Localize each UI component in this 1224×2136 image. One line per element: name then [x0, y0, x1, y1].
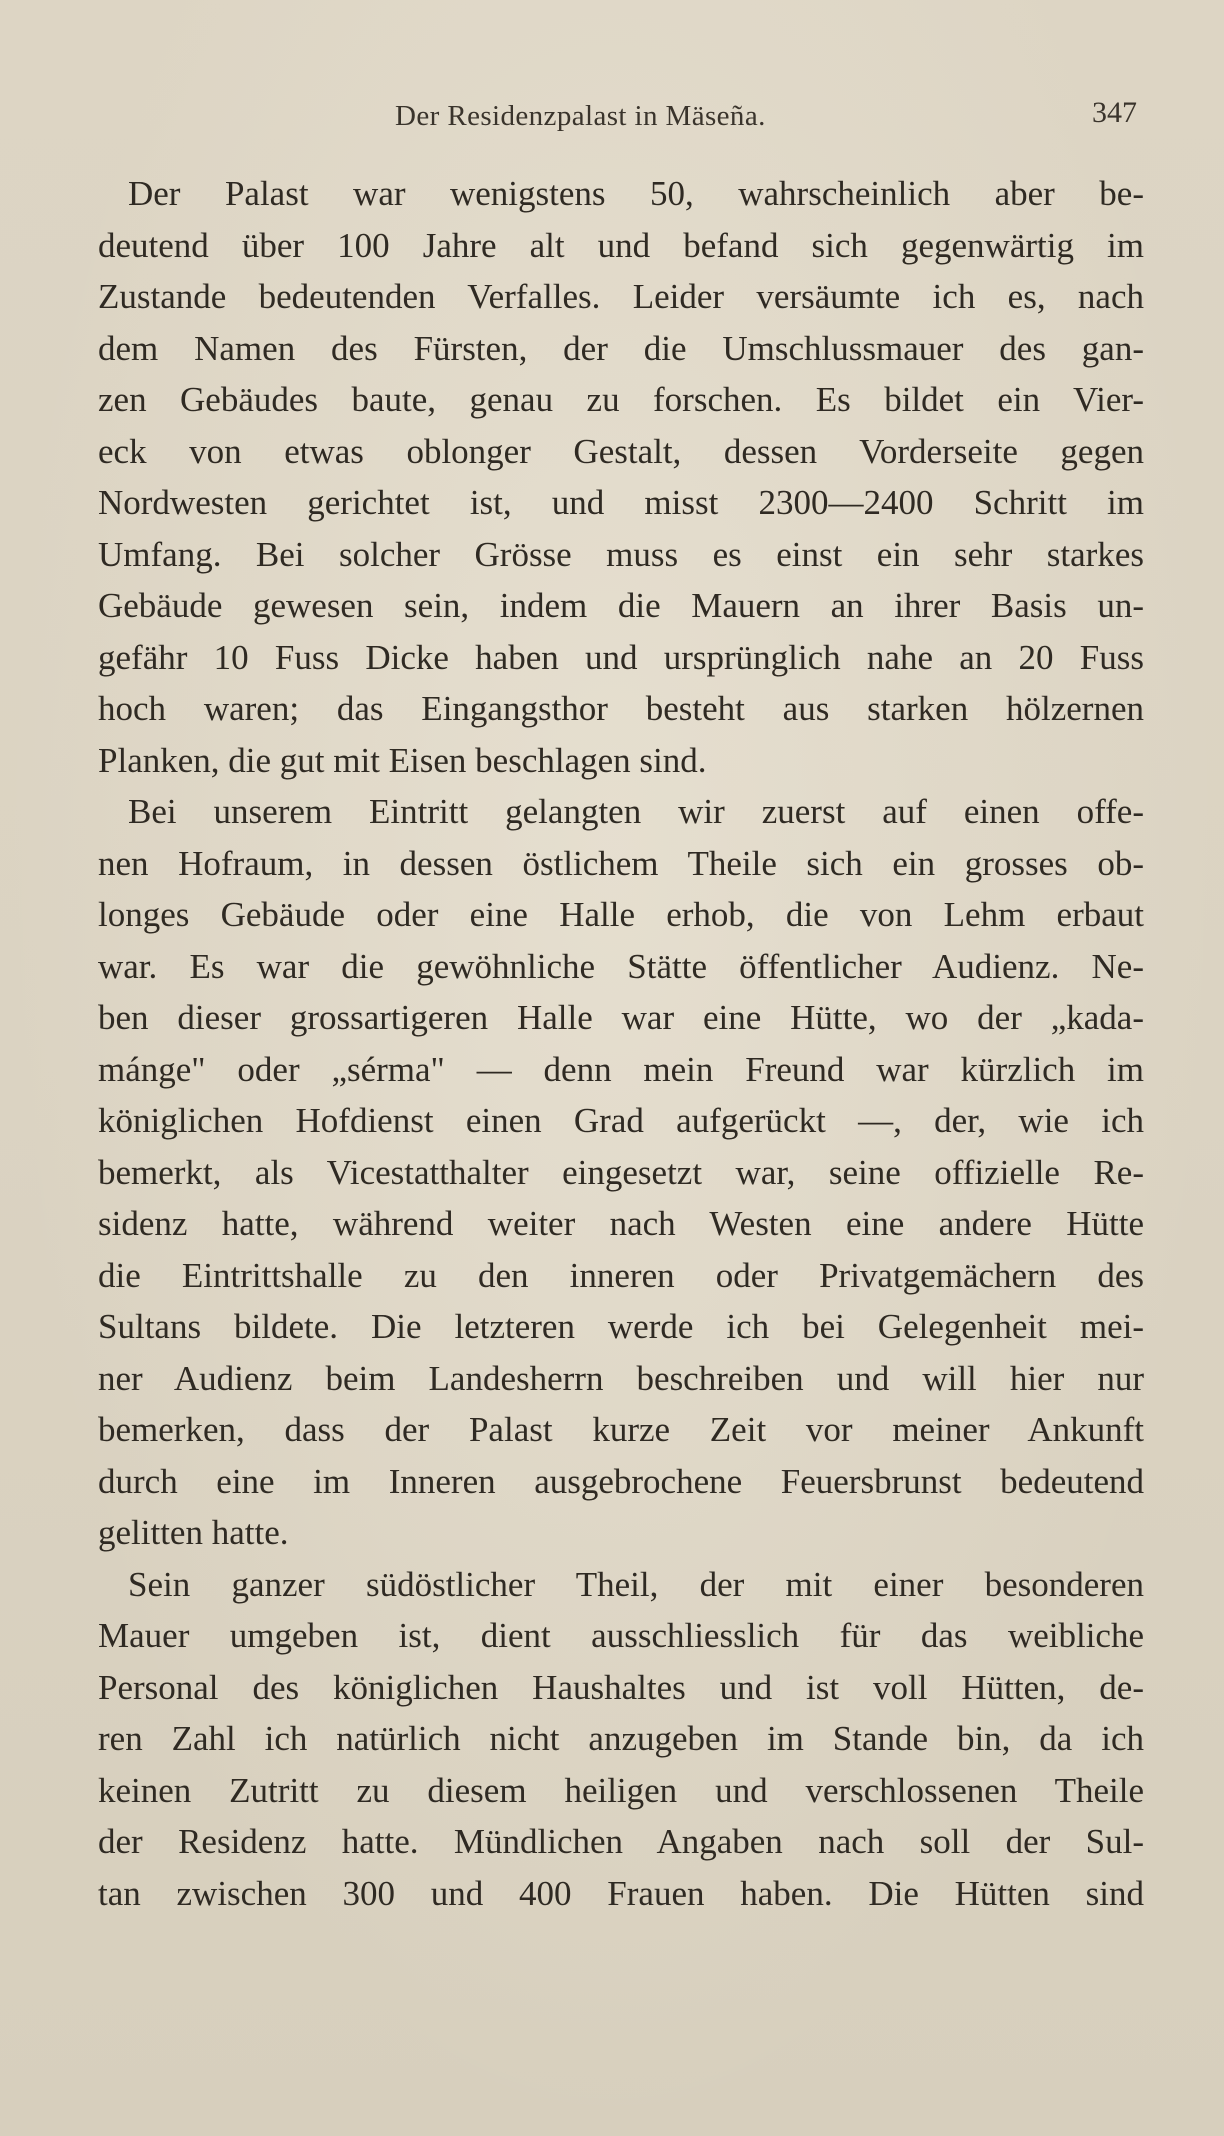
page-number: 347	[1092, 96, 1137, 129]
running-head-title: Der Residenzpalast in Mäseña.	[395, 100, 766, 132]
text-line: Mauer umgeben ist, dient ausschliesslich für das weibliche	[98, 1616, 1144, 1655]
text-line: deutend über 100 Jahre alt und befand sich gegenwärtig im	[98, 225, 1144, 265]
paragraph-3	[98, 1559, 1144, 1920]
text-line: bemerkt, als Vicestatthalter eingesetzt war, seine offizielle Re-	[98, 1152, 1144, 1192]
text-line: gelitten hatte.	[98, 1513, 289, 1552]
text-line: war. Es war die gewöhnliche Stätte öffentlicher Audienz. Ne-	[98, 946, 1144, 986]
text-line: zen Gebäudes baute, genau zu forschen. Es bildet ein Vier-	[98, 380, 1144, 419]
text-line: Umfang. Bei solcher Grösse muss es einst ein sehr starkes	[98, 534, 1144, 574]
text-line: ben dieser grossartigeren Halle war eine Hütte, wo der „kada-	[98, 998, 1144, 1037]
text-line: bemerken, dass der Palast kurze Zeit vor meiner Ankunft	[98, 1410, 1144, 1449]
text-line: Planken, die gut mit Eisen beschlagen sind.	[98, 740, 707, 780]
text-line: eck von etwas oblonger Gestalt, dessen Vorderseite gegen	[98, 431, 1144, 471]
paragraph-1	[98, 168, 1144, 786]
text-line: königlichen Hofdienst einen Grad aufgerückt —, der, wie ich	[98, 1101, 1144, 1140]
text-line: durch eine im Inneren ausgebrochene Feuersbrunst bedeutend	[98, 1461, 1144, 1501]
text-line: gefähr 10 Fuss Dicke haben und ursprünglich nahe an 20 Fuss	[98, 637, 1144, 677]
text-line: tan zwischen 300 und 400 Frauen haben. Die Hütten sind	[98, 1873, 1144, 1913]
text-line: Zustande bedeutenden Verfalles. Leider versäumte ich es, nach	[98, 277, 1144, 316]
text-line: Bei unserem Eintritt gelangten wir zuerst auf einen offe-	[128, 792, 1144, 831]
text-line: hoch waren; das Eingangsthor besteht aus starken hölzernen	[98, 689, 1144, 728]
text-line: Nordwesten gerichtet ist, und misst 2300—2400 Schritt im	[98, 483, 1144, 522]
text-line: dem Namen des Fürsten, der die Umschlussmauer des gan-	[98, 328, 1144, 368]
text-line: keinen Zutritt zu diesem heiligen und verschlossenen Theile	[98, 1770, 1144, 1810]
text-line: sidenz hatte, während weiter nach Westen eine andere Hütte	[98, 1204, 1144, 1243]
text-line: ner Audienz beim Landesherrn beschreiben und will hier nur	[98, 1358, 1144, 1398]
body-text	[98, 168, 1144, 1919]
text-line: die Eintrittshalle zu den inneren oder Privatgemächern des	[98, 1255, 1144, 1295]
text-line: Personal des königlichen Haushaltes und ist voll Hütten, de-	[98, 1667, 1144, 1707]
text-line: longes Gebäude oder eine Halle erhob, die von Lehm erbaut	[98, 895, 1144, 934]
paragraph-2	[98, 786, 1144, 1559]
text-line: der Residenz hatte. Mündlichen Angaben nach soll der Sul-	[98, 1822, 1144, 1861]
text-line: Sein ganzer südöstlicher Theil, der mit einer besonderen	[128, 1564, 1144, 1604]
text-line: ren Zahl ich natürlich nicht anzugeben im Stande bin, da ich	[98, 1719, 1144, 1758]
text-line: Gebäude gewesen sein, indem die Mauern an ihrer Basis un-	[98, 586, 1144, 625]
text-line: Der Palast war wenigstens 50, wahrscheinlich aber be-	[128, 174, 1144, 213]
text-line: mánge" oder „sérma" — denn mein Freund war kürzlich im	[98, 1049, 1144, 1089]
text-line: Sultans bildete. Die letzteren werde ich bei Gelegenheit mei-	[98, 1307, 1144, 1346]
text-line: nen Hofraum, in dessen östlichem Theile sich ein grosses ob-	[98, 843, 1144, 883]
